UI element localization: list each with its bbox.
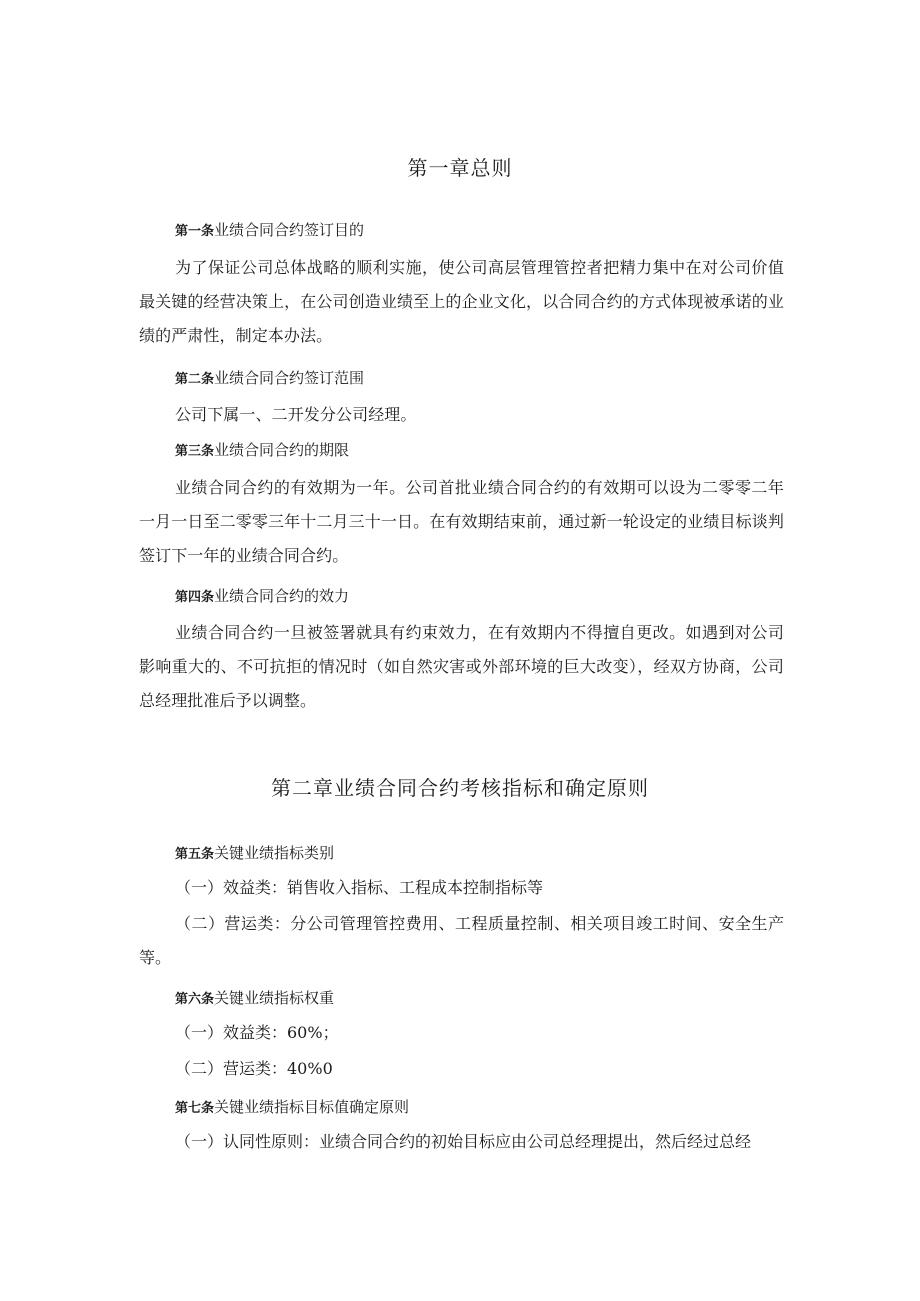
article-2-body: 公司下属一、二开发分公司经理。	[175, 405, 417, 424]
chapter-2-title: 第二章业绩合同合约考核指标和确定原则	[271, 776, 649, 800]
article-3-number: 第三条	[175, 444, 215, 459]
chapter-1-title: 第一章总则	[407, 156, 513, 180]
article-7-title: 关键业绩指标目标值确定原则	[214, 1098, 410, 1116]
article-5-heading	[175, 842, 334, 863]
article-6-heading	[175, 987, 334, 1008]
article-6-item-1: （一）效益类：60%；	[175, 1023, 339, 1042]
article-5-item-2: （二）营运类：分公司管理管控费用、工程质量控制、相关项目竣工时间、安全生产等。	[139, 914, 784, 967]
article-2-number: 第二条	[175, 372, 215, 387]
article-6-item-2: （二）营运类：40%0	[175, 1059, 333, 1078]
article-2-title: 业绩合同合约签订范围	[214, 369, 365, 387]
article-4-body: 业绩合同合约一旦被签署就具有约束效力，在有效期内不得擅自更改。如遇到对公司影响重大的、不可抗拒的情况时（如自然灾害或外部环境的巨大改变），经双方协商，公司总经理批准后予以调整。	[139, 623, 784, 710]
article-7-heading	[175, 1096, 409, 1117]
article-2-heading	[175, 367, 364, 388]
article-3-body: 业绩合同合约的有效期为一年。公司首批业绩合同合约的有效期可以设为二零零二年一月一日至二零零三年十二月三十一日。在有效期结束前，通过新一轮设定的业绩目标谈判签订下一年的业绩合同合约。	[139, 478, 784, 565]
article-1-number: 第一条	[175, 224, 215, 239]
article-6-title: 关键业绩指标权重	[214, 989, 335, 1007]
article-7-number: 第七条	[175, 1101, 215, 1116]
article-4-title: 业绩合同合约的效力	[214, 587, 350, 605]
article-4-heading	[175, 585, 349, 606]
article-6-number: 第六条	[175, 992, 215, 1007]
article-1-heading	[175, 219, 364, 240]
article-1-body: 为了保证公司总体战略的顺利实施，使公司高层管理管控者把精力集中在对公司价值最关键的经营决策上，在公司创造业绩至上的企业文化，以合同合约的方式体现被承诺的业绩的严肃性，制定本办法。	[139, 258, 784, 345]
article-5-title: 关键业绩指标类别	[214, 844, 335, 862]
article-5-item-1: （一）效益类：销售收入指标、工程成本控制指标等	[175, 878, 544, 897]
article-1-title: 业绩合同合约签订目的	[214, 221, 365, 239]
article-7-item-1: （一）认同性原则：业绩合同合约的初始目标应由公司总经理提出，然后经过总经	[175, 1132, 752, 1151]
article-4-number: 第四条	[175, 590, 215, 605]
article-3-heading	[175, 439, 349, 460]
article-3-title: 业绩合同合约的期限	[214, 441, 350, 459]
article-5-number: 第五条	[175, 847, 215, 862]
